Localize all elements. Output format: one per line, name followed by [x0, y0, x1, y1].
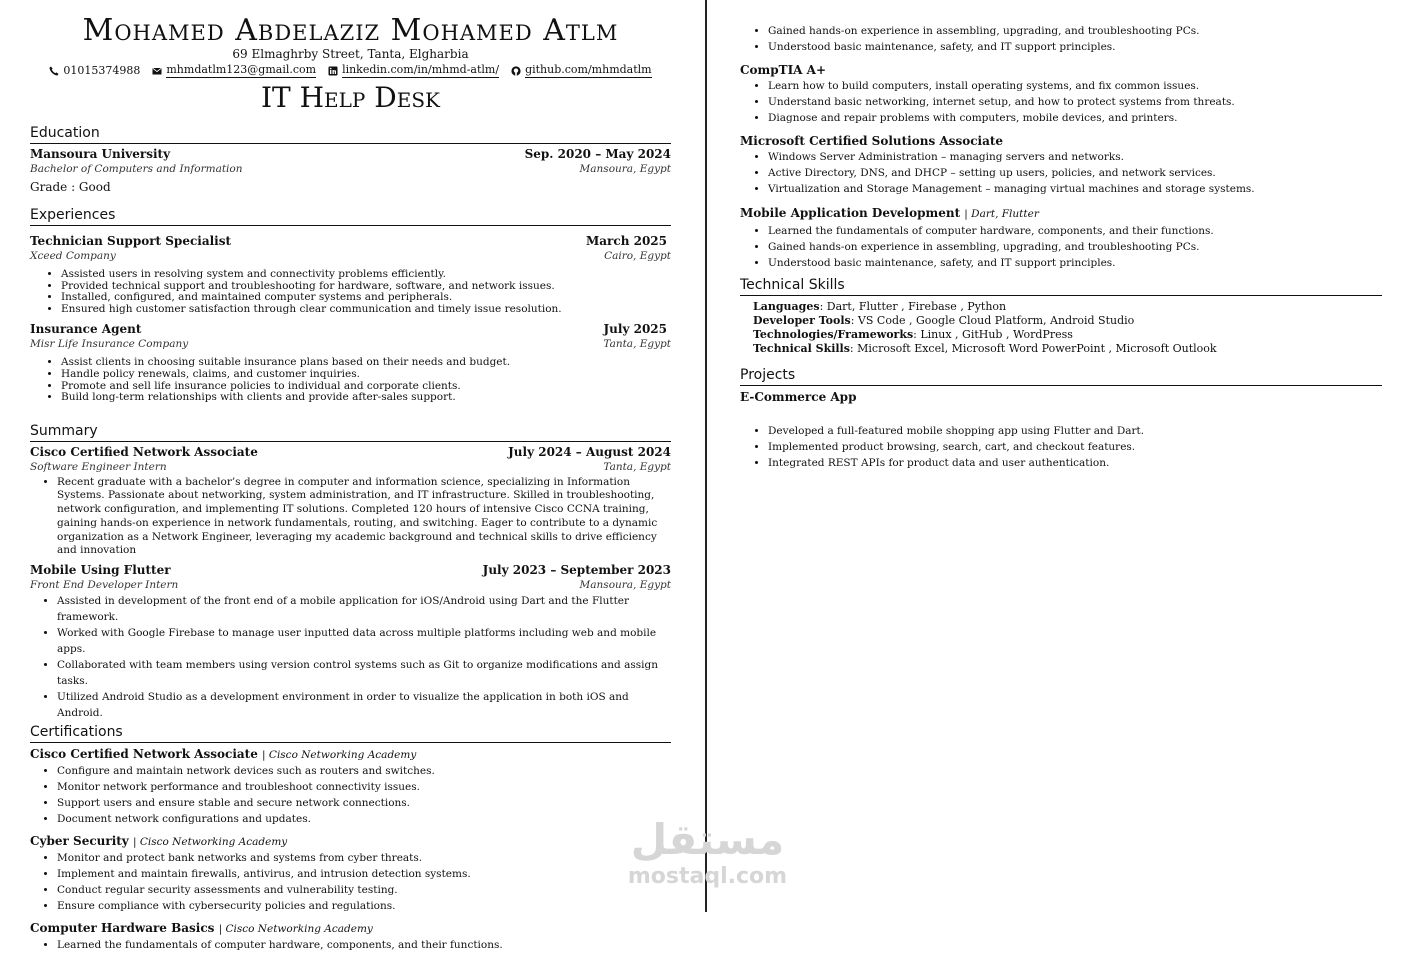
certification-bullets	[30, 937, 671, 953]
summary-sub	[30, 460, 671, 474]
school-name: Mansoura University	[30, 147, 171, 161]
envelope-icon	[152, 66, 162, 76]
list-item: • Configure and maintain network devices such as routers and switches.	[57, 763, 671, 779]
experience-date: March 2025	[586, 234, 667, 248]
summary-position: Software Engineer Intern	[30, 460, 167, 473]
certification-name: CompTIA A+	[740, 63, 827, 77]
experience-bullets	[30, 269, 671, 315]
certification-source: | Cisco Networking Academy	[218, 922, 373, 935]
role-title: IT Help Desk	[261, 81, 440, 114]
github-link[interactable]: github.com/mhmdatlm	[525, 63, 652, 76]
column-divider	[705, 0, 707, 912]
list-item: • Build long-term relationships with clients and provide after-sales support.	[61, 392, 671, 404]
list-item: • Handle policy renewals, claims, and customer inquiries.	[61, 369, 671, 381]
list-item: • Learned the fundamentals of computer hardware, components, and their functions.	[57, 937, 671, 953]
summary-location: Tanta, Egypt	[603, 460, 671, 473]
watermark-arabic: مستقل	[630, 815, 785, 864]
experience-company: Misr Life Insurance Company	[30, 338, 189, 351]
projects-section	[740, 367, 1382, 471]
certification-head	[740, 63, 1382, 78]
certification-item	[30, 921, 671, 953]
certification-item	[740, 63, 1382, 126]
skill-value: : VS Code , Google Cloud Platform, Android Studio	[850, 314, 1135, 327]
certification-name: Computer Hardware Basics	[30, 920, 215, 935]
experience-head	[30, 322, 671, 337]
github-contact[interactable]	[511, 63, 652, 78]
summary-role: Mobile Using Flutter	[30, 562, 171, 577]
list-item: • Windows Server Administration – managing servers and networks.	[768, 149, 1382, 165]
contact-bar	[30, 63, 671, 78]
list-item: • Learn how to build computers, install operating systems, and fix common issues.	[768, 78, 1382, 94]
skill-label: Developer Tools	[753, 314, 851, 327]
list-item: • Monitor network performance and troubleshoot connectivity issues.	[57, 779, 671, 795]
certification-source: | Cisco Networking Academy	[262, 748, 417, 761]
experiences-section	[30, 207, 671, 404]
certification-source: | Dart, Flutter	[964, 208, 1039, 220]
watermark-latin: mostaql.com	[627, 864, 788, 889]
list-item: • Support users and ensure stable and secure network connections.	[57, 795, 671, 811]
certification-item	[740, 134, 1382, 197]
education-dates: Sep. 2020 – May 2024	[524, 147, 671, 161]
section-title-experiences: Experiences	[30, 207, 671, 226]
summary-date: July 2024 – August 2024	[508, 444, 671, 459]
summary-position: Front End Developer Intern	[30, 578, 179, 591]
list-item: • Implemented product browsing, search, cart, and checkout features.	[768, 439, 1382, 455]
right-column	[740, 23, 1382, 471]
certification-bullets	[740, 149, 1382, 197]
summary-section	[30, 423, 671, 721]
skill-value: : Dart, Flutter , Firebase , Python	[819, 300, 1007, 313]
certification-head	[30, 834, 671, 850]
experience-sub	[30, 249, 671, 263]
address: 69 Elmaghrby Street, Tanta, Elgharbia	[232, 47, 469, 61]
list-item: • Developed a full-featured mobile shopping app using Flutter and Dart.	[768, 423, 1382, 439]
skill-label: Technical Skills	[753, 342, 850, 355]
list-item: • Active Directory, DNS, and DHCP – setting up users, policies, and network services.	[768, 165, 1382, 181]
summary-head	[30, 445, 671, 460]
summary-item	[30, 563, 671, 721]
skill-value: : Microsoft Excel, Microsoft Word PowerPoint , Microsoft Outlook	[849, 342, 1217, 355]
education-sub	[30, 162, 671, 176]
certification-item	[740, 206, 1382, 271]
list-item: • Worked with Google Firebase to manage user inputted data across multiple platforms including web and mobile apps.	[57, 625, 671, 657]
list-item: • Assisted users in resolving system and connectivity problems efficiently.	[61, 269, 671, 281]
list-item: • Integrated REST APIs for product data and user authentication.	[768, 455, 1382, 471]
list-item: • Ensured high customer satisfaction through clear communication and timely issue resolution.	[61, 304, 671, 316]
list-item: • Diagnose and repair problems with computers, mobile devices, and printers.	[768, 110, 1382, 126]
certification-source: | Cisco Networking Academy	[132, 835, 288, 848]
experience-role: Technician Support Specialist	[30, 234, 232, 248]
section-title-skills: Technical Skills	[740, 277, 1382, 296]
summary-location: Mansoura, Egypt	[579, 578, 671, 591]
certification-bullets	[740, 78, 1382, 126]
linkedin-icon	[328, 66, 338, 76]
list-item: • Document network configurations and updates.	[57, 811, 671, 827]
section-title-summary: Summary	[30, 423, 671, 442]
summary-role: Cisco Certified Network Associate	[30, 444, 258, 459]
certification-head	[30, 747, 671, 763]
certification-item	[30, 834, 671, 914]
github-icon	[511, 66, 521, 76]
certification-bullets	[30, 763, 671, 827]
skill-label: Technologies/Frameworks	[753, 328, 914, 341]
summary-item	[30, 445, 671, 558]
summary-date: July 2023 – September 2023	[482, 562, 671, 577]
candidate-name: Mohamed Abdelaziz Mohamed Atlm	[82, 13, 619, 48]
list-item: • Ensure compliance with cybersecurity policies and regulations.	[57, 898, 671, 914]
section-title-projects: Projects	[740, 367, 1382, 386]
section-title-certifications: Certifications	[30, 724, 671, 743]
certification-head	[740, 206, 1382, 222]
list-item: • Learned the fundamentals of computer hardware, components, and their functions.	[768, 223, 1382, 239]
phone-icon	[49, 66, 59, 76]
certification-head	[30, 921, 671, 937]
education-location: Mansoura, Egypt	[579, 163, 671, 175]
list-item: • Assist clients in choosing suitable insurance plans based on their needs and budget.	[61, 357, 671, 369]
skill-row	[740, 342, 1382, 356]
summary-bullets	[30, 593, 671, 721]
skill-row	[740, 314, 1382, 328]
section-title-education: Education	[30, 125, 671, 144]
list-item: • Virtualization and Storage Management – managing virtual machines and storage systems.	[768, 181, 1382, 197]
certification-name: Cisco Certified Network Associate	[30, 746, 258, 761]
skill-row	[740, 328, 1382, 342]
skill-label: Languages	[753, 300, 820, 313]
linkedin-contact[interactable]	[328, 63, 499, 78]
experience-item	[30, 322, 671, 403]
experience-date: July 2025	[603, 322, 667, 337]
email-contact[interactable]	[152, 63, 316, 78]
education-head	[30, 147, 671, 162]
certification-name: Cyber Security	[30, 833, 129, 848]
education-section	[30, 125, 671, 195]
list-item: • Utilized Android Studio as a development environment in order to visualize the application in both iOS and Android.	[57, 689, 671, 721]
list-item: • Understand basic networking, internet setup, and how to protect systems from threats.	[768, 94, 1382, 110]
skill-row	[740, 300, 1382, 314]
degree: Bachelor of Computers and Information	[30, 163, 243, 175]
list-item: • Conduct regular security assessments and vulnerability testing.	[57, 882, 671, 898]
experience-head	[30, 234, 671, 249]
watermark	[620, 815, 795, 889]
project-bullets	[740, 423, 1382, 471]
list-item: • Monitor and protect bank networks and systems from cyber threats.	[57, 850, 671, 866]
certifications-section	[30, 724, 671, 953]
list-item: • Provided technical support and troubleshooting for hardware, software, and network issues.	[61, 281, 671, 293]
experience-location: Tanta, Egypt	[603, 338, 671, 351]
hardware-continued-bullets	[740, 23, 1382, 55]
email-link[interactable]: mhmdatlm123@gmail.com	[166, 63, 317, 76]
list-item: • Assisted in development of the front end of a mobile application for iOS/Android using Dart and the Flutter framework.	[57, 593, 671, 625]
certification-bullets	[30, 850, 671, 914]
experience-bullets	[30, 357, 671, 403]
linkedin-link[interactable]: linkedin.com/in/mhmd-atlm/	[342, 63, 500, 76]
list-item: • Installed, configured, and maintained computer systems and peripherals.	[61, 292, 671, 304]
experience-role: Insurance Agent	[30, 322, 142, 337]
left-column	[30, 0, 671, 953]
list-item: • Gained hands-on experience in assembling, upgrading, and troubleshooting PCs.	[768, 23, 1382, 39]
experience-location: Cairo, Egypt	[604, 250, 671, 262]
certification-bullets	[740, 223, 1382, 271]
project-name: E-Commerce App	[740, 390, 857, 404]
summary-sub	[30, 578, 671, 592]
list-item: • Collaborated with team members using version control systems such as Git to organize modifications and assign tasks.	[57, 657, 671, 689]
experience-company: Xceed Company	[30, 250, 116, 262]
list-item: • Understood basic maintenance, safety, and IT support principles.	[768, 255, 1382, 271]
list-item: • Recent graduate with a bachelor’s degree in computer and information science, specializing in Information Systems. Passionate about networking, system administration, and IT infrastructure. Skilled in troubleshooting, network configuration, and implementing IT solutions. Completed 120 hours of intensive Cisco CCNA training, gaining hands-on experience in network fundamentals, routing, and switching. Eager to contribute to a dynamic organization as a Network Engineer, leveraging my academic background and technical skills to drive efficiency and innovation	[57, 476, 671, 558]
skills-list	[740, 300, 1382, 356]
skill-value: : Linux , GitHub , WordPress	[913, 328, 1073, 341]
certification-item	[30, 747, 671, 827]
phone-number: 01015374988	[63, 63, 141, 77]
list-item: • Gained hands-on experience in assembling, upgrading, and troubleshooting PCs.	[768, 239, 1382, 255]
certification-head	[740, 134, 1382, 149]
phone-contact	[49, 63, 140, 78]
list-item: • Implement and maintain firewalls, antivirus, and intrusion detection systems.	[57, 866, 671, 882]
experience-item	[30, 234, 671, 315]
summary-bullets	[30, 476, 671, 558]
summary-head	[30, 563, 671, 578]
list-item: • Understood basic maintenance, safety, and IT support principles.	[768, 39, 1382, 55]
certification-name: Microsoft Certified Solutions Associate	[740, 134, 1004, 148]
grade: Grade : Good	[30, 180, 111, 194]
list-item: • Promote and sell life insurance policies to individual and corporate clients.	[61, 381, 671, 393]
skills-section	[740, 277, 1382, 356]
certification-name: Mobile Application Development	[740, 206, 961, 220]
experience-sub	[30, 337, 671, 351]
